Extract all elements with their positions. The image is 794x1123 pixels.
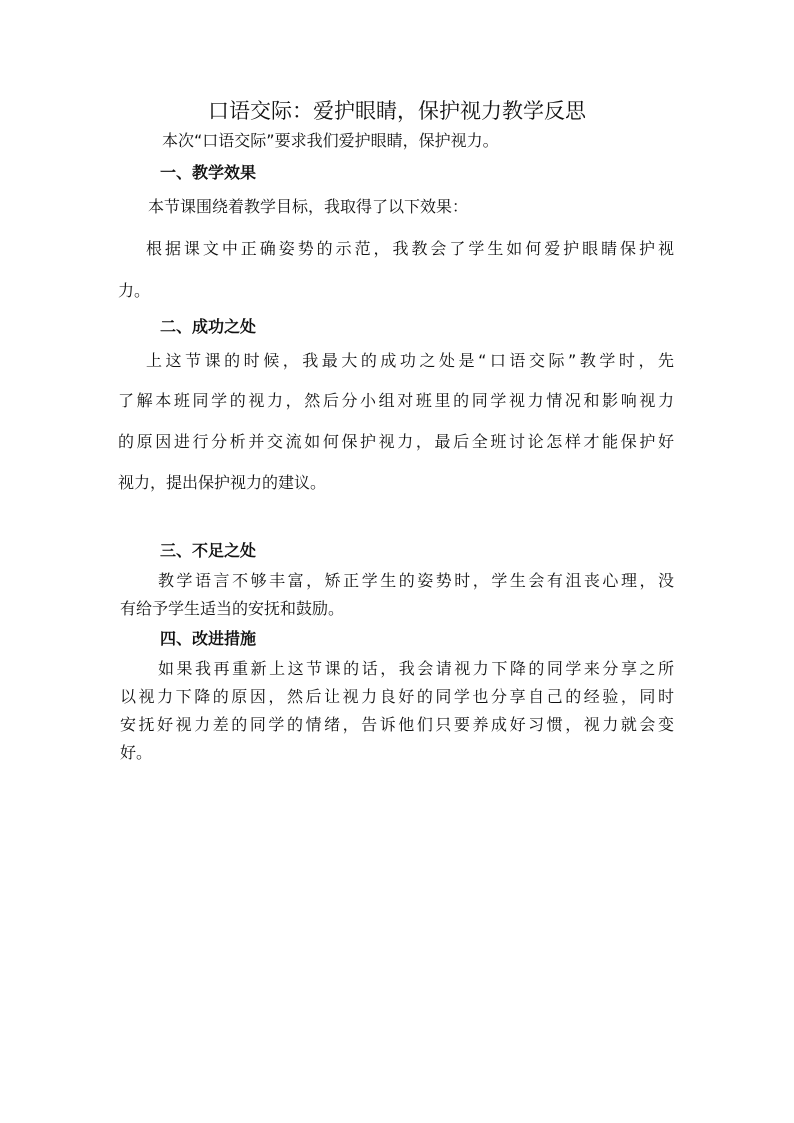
intro-text: 本次“口语交际”要求我们爱护眼睛，保护视力。 (162, 131, 499, 150)
paragraph-line: 好。 (120, 743, 153, 762)
paragraph-line: 有给予学生适当的安抚和鼓励。 (120, 599, 345, 618)
paragraph-line: 本节课围绕着教学目标，我取得了以下效果： (148, 197, 469, 216)
section-heading-success: 二、成功之处 (160, 317, 257, 336)
paragraph-line: 安抚好视力差的同学的情绪，告诉他们只要养成好习惯，视力就会变 (120, 715, 674, 734)
paragraph-line: 力。 (118, 281, 151, 300)
section-heading-effect: 一、教学效果 (160, 163, 257, 182)
paragraph-line: 上这节课的时候，我最大的成功之处是“口语交际”教学时，先 (146, 351, 674, 370)
paragraph-line: 教学语言不够丰富，矫正学生的姿势时，学生会有沮丧心理，没 (158, 571, 674, 590)
document-title: 口语交际：爱护眼睛，保护视力教学反思 (208, 99, 586, 123)
paragraph-line: 了解本班同学的视力，然后分小组对班里的同学视力情况和影响视力 (118, 391, 674, 410)
paragraph-line: 根据课文中正确姿势的示范，我教会了学生如何爱护眼睛保护视 (146, 239, 674, 258)
paragraph-line: 以视力下降的原因，然后让视力良好的同学也分享自己的经验，同时 (120, 687, 674, 706)
section-heading-shortcomings: 三、不足之处 (160, 541, 257, 560)
section-heading-improvements: 四、改进措施 (160, 629, 257, 648)
paragraph-line: 如果我再重新上这节课的话，我会请视力下降的同学来分享之所 (158, 659, 674, 678)
paragraph-line: 的原因进行分析并交流如何保护视力，最后全班讨论怎样才能保护好 (118, 432, 674, 451)
paragraph-line: 视力，提出保护视力的建议。 (118, 473, 327, 492)
